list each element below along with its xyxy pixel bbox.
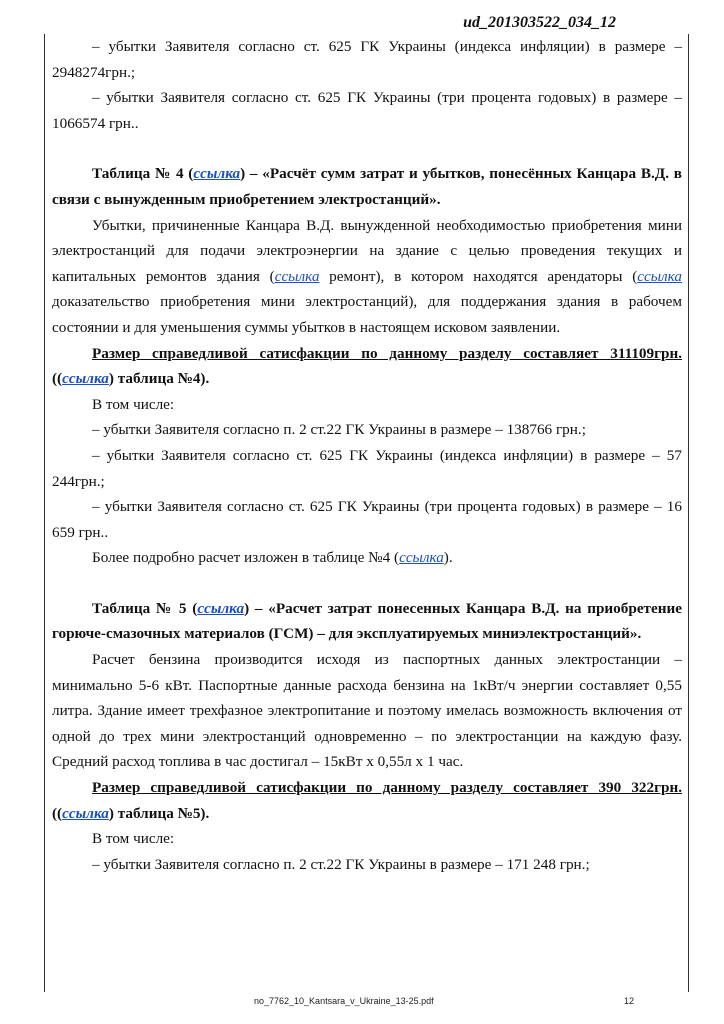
footer-filename: no_7762_10_Kantsara_v_Ukraine_13-25.pdf (254, 996, 434, 1006)
body-text: доказательство приобретения мини электростанций), для поддержания здания в рабочем состоянии и для уменьшения суммы убытков в настоящем исковом заявлении. (52, 293, 682, 336)
note-text: Более подробно расчет изложен в таблице №4 ( (92, 549, 400, 567)
table-4-sum-link[interactable]: ссылка (62, 370, 109, 388)
body-text: Убытки, причиненные Канцара В.Д. вынужденной необходимостью приобретения мини электростанций для подачи электроэнергии на здание с целью проведения текущих и капитальных ремонтов здания ( (52, 216, 682, 285)
body-text: ремонт), в котором находятся арендаторы ( (319, 267, 638, 285)
list-item: – убытки Заявителя согласно ст. 625 ГК Украины (три процента годовых) в размере – 16 659 грн.. (52, 498, 682, 541)
sum-text: ) таблица №4). (108, 370, 210, 388)
including-label: В том числе: (92, 395, 175, 413)
table-5-sum-link[interactable]: ссылка (62, 804, 109, 822)
page-number: 12 (624, 996, 635, 1006)
spacer (52, 136, 682, 161)
left-margin-line (44, 34, 45, 992)
right-margin-line (688, 34, 689, 992)
note-text: ). (443, 549, 453, 567)
including-label: В том числе: (92, 830, 175, 848)
heading-text: Таблица № 5 ( (92, 599, 198, 617)
paragraph-annual-percent-losses: – убытки Заявителя согласно ст. 625 ГК Украины (три процента годовых) в размере – 1066574 грн.. (52, 89, 682, 132)
sum-text: ) таблица №5). (108, 804, 210, 822)
table-4-link[interactable]: ссылка (193, 165, 241, 183)
sum-text: (( (52, 804, 63, 822)
list-item: – убытки Заявителя согласно п. 2 ст.22 ГК Украины в размере – 138766 грн.; (92, 421, 586, 439)
repair-link[interactable]: ссылка (274, 267, 320, 285)
document-id: ud_201303522_034_12 (463, 14, 616, 31)
paragraph-inflation-losses: – убытки Заявителя согласно ст. 625 ГК Украины (индекса инфляции) в размере – 2948274грн.; (52, 38, 682, 81)
list-item: – убытки Заявителя согласно ст. 625 ГК Украины (индекса инфляции) в размере – 57 244грн.; (52, 446, 682, 490)
heading-text: ) – «Расчет затрат понесенных Канцара В.Д. на приобретение горюче-смазочных материалов (ГСМ) – для эксплуатируемых миниэлектростанций». (52, 599, 683, 643)
table-4-heading (52, 161, 682, 212)
table-5-description: Расчет бензина производится исходя из паспортных данных электростанции – минимально 5-6 кВт. Паспортные данные расхода бензина на 1кВт/ч энергии составляет 0,55 литра. Здание имеет трехфазное электропитание и поэтому имелась возможность включения от одной до трех мини электростанций одновременно – по электростанции на каждую фазу. Средний расход топлива в час достигал – 15кВт х 0,55л х 1 час. (52, 651, 682, 771)
document-body (52, 34, 682, 877)
table-4-description (52, 213, 682, 341)
details-note (52, 545, 682, 571)
sum-text: Размер справедливой сатисфакции по данному разделу составляет 311109грн. (92, 344, 682, 362)
table-5-sum (52, 775, 682, 826)
sum-text: Размер справедливой сатисфакции по данному разделу составляет 390 322грн. (92, 779, 682, 797)
purchase-proof-link[interactable]: ссылка (637, 267, 682, 285)
spacer (52, 571, 682, 596)
table-4-sum (52, 341, 682, 392)
heading-text: ) – «Расчёт сумм затрат и убытков, понесённых Канцара В.Д. в связи с вынужденным приобретением электростанций». (52, 165, 682, 208)
sum-text: (( (52, 370, 63, 388)
list-item: – убытки Заявителя согласно п. 2 ст.22 ГК Украины в размере – 171 248 грн.; (92, 855, 590, 873)
table-5-link[interactable]: ссылка (197, 599, 245, 617)
table-5-heading (52, 596, 682, 647)
heading-text: Таблица № 4 ( (92, 165, 194, 183)
table-4-details-link[interactable]: ссылка (399, 549, 444, 567)
